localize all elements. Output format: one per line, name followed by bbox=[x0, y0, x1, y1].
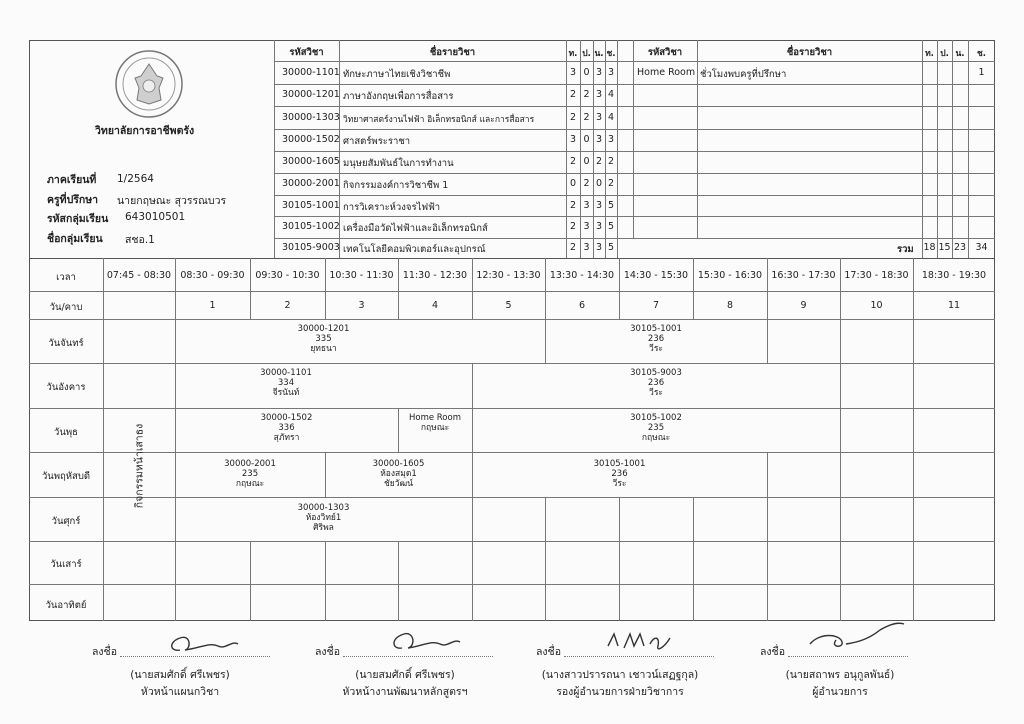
day-label: วันพุธ bbox=[54, 427, 78, 438]
time-label: เวลา bbox=[56, 272, 76, 283]
theory-header: ท. bbox=[568, 49, 578, 59]
signer-name: (นายสมศักดิ์ ศรีเพชร) bbox=[130, 669, 230, 681]
signature-mark bbox=[600, 626, 680, 654]
class-block: Home Room กฤษณะ bbox=[408, 413, 461, 433]
time-slot: 13:30 - 14:30 bbox=[549, 270, 615, 281]
period-number: 3 bbox=[358, 300, 365, 311]
signer-name: (นายสมศักดิ์ ศรีเพชร) bbox=[355, 669, 455, 681]
college-seal-icon bbox=[113, 48, 185, 120]
hours-header-2: ช. bbox=[977, 49, 986, 59]
period-number: 4 bbox=[431, 300, 439, 311]
period-number: 7 bbox=[652, 300, 660, 311]
total-credit: 23 bbox=[953, 242, 967, 253]
class-block: 30000-1201 335 ยุทธนา bbox=[297, 324, 350, 354]
time-slot: 12:30 - 13:30 bbox=[476, 270, 541, 281]
day-label: วันพฤหัสบดี bbox=[41, 471, 91, 482]
group-code-value: 643010501 bbox=[125, 211, 186, 223]
signer-title: หัวหน้าแผนกวิชา bbox=[140, 686, 220, 698]
signature-mark bbox=[150, 628, 250, 656]
time-slot: 10:30 - 11:30 bbox=[329, 270, 394, 281]
semester-value: 1/2564 bbox=[117, 173, 154, 185]
advisor-value: นายกฤษณะ สุวรรณบวร bbox=[117, 195, 227, 207]
period-number: 8 bbox=[726, 300, 734, 311]
time-slot: 07:45 - 08:30 bbox=[106, 270, 172, 281]
day-label: วันอาทิตย์ bbox=[45, 600, 87, 611]
sign-prefix: ลงชื่อ bbox=[315, 646, 340, 658]
practice-header: ป. bbox=[582, 49, 591, 59]
total-hours: 34 bbox=[975, 242, 988, 253]
time-slot: 17:30 - 18:30 bbox=[844, 270, 909, 281]
total-theory: 18 bbox=[923, 242, 936, 253]
group-code-label: รหัสกลุ่มเรียน bbox=[47, 213, 109, 225]
time-slot: 09:30 - 10:30 bbox=[255, 270, 320, 281]
signer-title: หัวหน้างานพัฒนาหลักสูตรฯ bbox=[342, 686, 468, 698]
period-number: 11 bbox=[947, 300, 961, 311]
homeroom-name: ชั่วโมงพบครูที่ปรึกษา bbox=[700, 69, 787, 80]
period-label: วัน/คาบ bbox=[49, 302, 83, 313]
class-block: 30000-1303 ห้องวิทย์1 ศิริพล bbox=[297, 503, 350, 533]
sign-prefix: ลงชื่อ bbox=[536, 646, 561, 658]
course-name-header: ชื่อรายวิชา bbox=[429, 47, 476, 58]
sign-prefix: ลงชื่อ bbox=[760, 646, 785, 658]
practice-header-2: ป. bbox=[940, 49, 949, 59]
time-slot: 15:30 - 16:30 bbox=[697, 270, 763, 281]
group-name-value: สชอ.1 bbox=[125, 234, 155, 246]
period-number: 5 bbox=[505, 300, 512, 311]
total-practice: 15 bbox=[938, 242, 951, 253]
college-name: วิทยาลัยการอาชีพตรัง bbox=[95, 125, 195, 137]
homeroom-code: Home Room bbox=[637, 67, 696, 78]
signature-mark bbox=[372, 626, 472, 656]
time-slot: 18:30 - 19:30 bbox=[921, 270, 987, 281]
sign-prefix: ลงชื่อ bbox=[92, 646, 117, 658]
course-name-header-2: ชื่อรายวิชา bbox=[786, 47, 833, 58]
homeroom-hours: 1 bbox=[978, 67, 985, 78]
total-label: รวม bbox=[897, 244, 914, 255]
course-code-header: รหัสวิชา bbox=[289, 47, 324, 58]
period-number: 1 bbox=[209, 300, 216, 311]
period-number: 10 bbox=[870, 300, 883, 311]
period-number: 9 bbox=[800, 300, 807, 311]
signer-title: ผู้อำนวยการ bbox=[812, 686, 868, 698]
credit-header-2: น. bbox=[955, 49, 965, 59]
day-label: วันศุกร์ bbox=[51, 516, 81, 527]
class-block: 30000-2001 235 กฤษณะ bbox=[224, 459, 276, 489]
day-label: วันจันทร์ bbox=[48, 338, 84, 349]
class-block: 30105-9003 236 วีระ bbox=[630, 368, 682, 398]
semester-label: ภาคเรียนที่ bbox=[47, 174, 97, 186]
advisor-label: ครูที่ปรึกษา bbox=[47, 194, 99, 206]
theory-header-2: ท. bbox=[925, 49, 934, 59]
signer-title: รองผู้อำนวยการฝ่ายวิชาการ bbox=[556, 686, 684, 698]
hours-header: ช. bbox=[606, 49, 616, 59]
class-block: 30000-1502 336 สุภัทรา bbox=[260, 413, 313, 443]
class-block: 30000-1605 ห้องสมุด1 ชัยวัฒน์ bbox=[372, 459, 425, 489]
time-slot: 08:30 - 09:30 bbox=[180, 270, 245, 281]
day-label: วันอังคาร bbox=[46, 382, 86, 393]
time-slot: 16:30 - 17:30 bbox=[771, 270, 836, 281]
course-code-header-2: รหัสวิชา bbox=[647, 47, 683, 58]
class-block: 30105-1001 236 วีระ bbox=[593, 459, 646, 489]
time-slot: 11:30 - 12:30 bbox=[402, 270, 468, 281]
class-block: 30105-1002 235 กฤษณะ bbox=[630, 413, 682, 443]
signer-name: (นางสาวปรารถนา เชาวน์เสฏฐกุล) bbox=[541, 669, 699, 681]
class-block: 30000-1101 334 จีรนันท์ bbox=[260, 368, 312, 398]
group-name-label: ชื่อกลุ่มเรียน bbox=[47, 233, 103, 245]
signature-mark bbox=[800, 620, 910, 656]
signer-name: (นายสถาพร อนุกูลพันธ์) bbox=[785, 669, 895, 681]
period-number: 6 bbox=[578, 300, 586, 311]
credit-header: น. bbox=[594, 49, 604, 59]
period-number: 2 bbox=[284, 300, 291, 311]
day-label: วันเสาร์ bbox=[50, 559, 82, 570]
time-slot: 14:30 - 15:30 bbox=[623, 270, 689, 281]
front-activity-label: กิจกรรมหน้าเสาธง bbox=[133, 423, 146, 509]
class-block: 30105-1001 236 วีระ bbox=[630, 324, 682, 354]
